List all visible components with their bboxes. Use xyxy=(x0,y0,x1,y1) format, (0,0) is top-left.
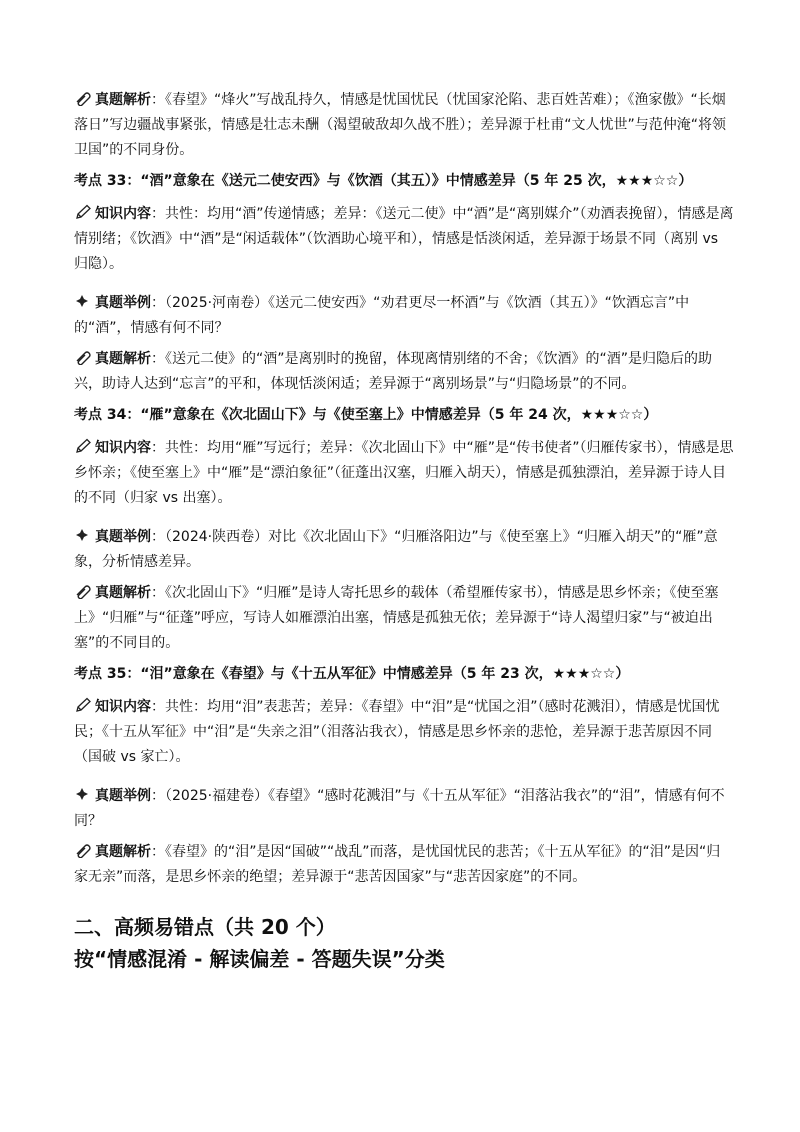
knowledge-paragraph xyxy=(74,436,734,511)
analysis-label: 真题解析 xyxy=(95,585,151,601)
knowledge-text: ：共性：均用“酒”传递情感；差异：《送元二使》中“酒”是“离别媒介”（劝酒表挽留），情感是离情别绪；《饮酒》中“酒”是“闲适载体”（饮酒助心境平和），情感是恬淡闲适，差异源于场景不同（离别 vs 归隐）。 xyxy=(74,206,734,272)
analysis-label: 真题解析 xyxy=(95,844,151,860)
analysis-paragraph xyxy=(74,347,734,397)
diamond-bullet-icon xyxy=(74,293,92,309)
example-label: 真题举例 xyxy=(95,529,151,545)
example-label: 真题举例 xyxy=(95,295,151,311)
analysis-text: ：《送元二使》的“酒”是离别时的挽留，体现离情别绪的不舍；《饮酒》的“酒”是归隐后的助兴，助诗人达到“忘言”的平和，体现恬淡闲适；差异源于“离别场景”与“归隐场景”的不同。 xyxy=(74,351,713,392)
analysis-label: 真题解析 xyxy=(95,351,151,367)
example-paragraph xyxy=(74,784,734,834)
knowledge-paragraph xyxy=(74,202,734,277)
analysis-paragraph xyxy=(74,840,734,890)
kaodian-heading: 考点 34：“雁”意象在《次北固山下》与《使至塞上》中情感差异（5 年 24 次，★★★☆☆） xyxy=(74,407,658,423)
knowledge-label: 知识内容 xyxy=(95,699,151,715)
paperclip-icon xyxy=(74,349,92,365)
analysis-paragraph xyxy=(74,581,734,656)
paperclip-icon xyxy=(74,842,92,858)
knowledge-text: ：共性：均用“泪”表悲苦；差异：《春望》中“泪”是“忧国之泪”（感时花溅泪），情感是忧国忧民；《十五从军征》中“泪”是“失亲之泪”（泪落沾我衣），情感是思乡怀亲的悲怆，差异源于悲苦原因不同（国破 vs 家亡）。 xyxy=(74,699,720,765)
example-paragraph xyxy=(74,525,734,575)
paperclip-icon xyxy=(74,90,92,106)
knowledge-text: ：共性：均用“雁”写远行；差异：《次北固山下》中“雁”是“传书使者”（归雁传家书），情感是思乡怀亲；《使至塞上》中“雁”是“漂泊象征”（征蓬出汉塞，归雁入胡天），情感是孤独漂泊，差异源于诗人目的不同（归家 vs 出塞）。 xyxy=(74,440,734,506)
pencil-icon xyxy=(74,204,92,220)
kaodian-heading: 考点 33：“酒”意象在《送元二使安西》与《饮酒（其五）》中情感差异（5 年 25 次，★★★☆☆） xyxy=(74,173,693,189)
analysis-label: 真题解析 xyxy=(95,92,151,108)
example-text: ：（2025·河南卷）《送元二使安西》“劝君更尽一杯酒”与《饮酒（其五）》“饮酒忘言”中的“酒”，情感有何不同？ xyxy=(74,295,690,336)
section-title: 二、高频易错点（共 20 个） xyxy=(74,915,336,939)
analysis-text: ：《次北固山下》“归雁”是诗人寄托思乡的载体（希望雁传家书），情感是思乡怀亲；《使至塞上》“归雁”与“征蓬”呼应，写诗人如雁漂泊出塞，情感是孤独无依；差异源于“诗人渴望归家”与“被迫出塞”的不同目的。 xyxy=(74,585,719,651)
pencil-icon xyxy=(74,697,92,713)
knowledge-label: 知识内容 xyxy=(95,206,151,222)
document-page xyxy=(74,88,734,974)
example-text: ：（2025·福建卷）《春望》“感时花溅泪”与《十五从军征》“泪落沾我衣”的“泪”，情感有何不同？ xyxy=(74,788,725,829)
knowledge-label: 知识内容 xyxy=(95,440,151,456)
diamond-bullet-icon xyxy=(74,527,92,543)
diamond-bullet-icon xyxy=(74,786,92,802)
knowledge-paragraph xyxy=(74,695,734,770)
section-subtitle: 按“情感混淆 - 解读偏差 - 答题失误”分类 xyxy=(74,947,445,971)
paperclip-icon xyxy=(74,583,92,599)
pencil-icon xyxy=(74,438,92,454)
kaodian-heading: 考点 35：“泪”意象在《春望》与《十五从军征》中情感差异（5 年 23 次，★★★☆☆） xyxy=(74,666,630,682)
example-paragraph xyxy=(74,291,734,341)
analysis-text: ：《春望》“烽火”写战乱持久，情感是忧国忧民（忧国家沦陷、悲百姓苦难）；《渔家傲》“长烟落日”写边疆战事紧张，情感是壮志未酬（渴望破敌却久战不胜）；差异源于杜甫“文人忧世”与范仲淹“将领卫国”的不同身份。 xyxy=(74,92,727,158)
analysis-paragraph xyxy=(74,88,734,163)
analysis-text: ：《春望》的“泪”是因“国破”“战乱”而落，是忧国忧民的悲苦；《十五从军征》的“泪”是因“归家无亲”而落，是思乡怀亲的绝望；差异源于“悲苦因国家”与“悲苦因家庭”的不同。 xyxy=(74,844,721,885)
example-text: ：（2024·陕西卷）对比《次北固山下》“归雁洛阳边”与《使至塞上》“归雁入胡天”的“雁”意象，分析情感差异。 xyxy=(74,529,718,570)
example-label: 真题举例 xyxy=(95,788,151,804)
